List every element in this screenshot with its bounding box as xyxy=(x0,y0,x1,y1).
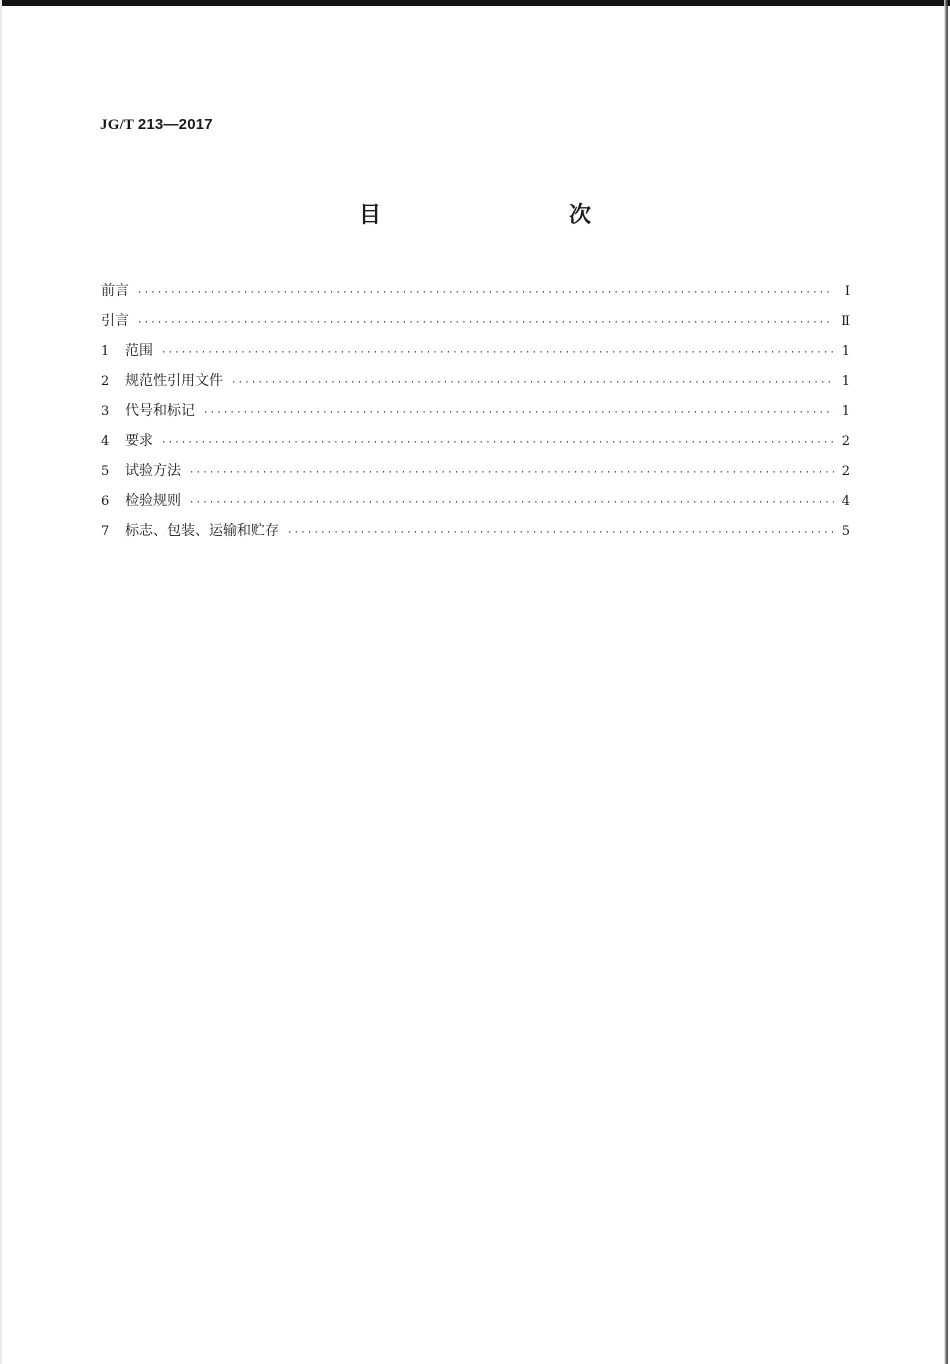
table-of-contents xyxy=(101,280,850,550)
toc-entry-number: 2 xyxy=(101,374,110,389)
dot-leader xyxy=(203,408,834,418)
standard-year: 213—2017 xyxy=(137,116,213,133)
toc-entry-number: 1 xyxy=(101,344,110,359)
toc-entry-foreword[interactable] xyxy=(101,280,850,310)
toc-entry-test-methods[interactable] xyxy=(101,460,850,490)
toc-entry-label: 引言 xyxy=(101,313,129,329)
toc-entry-number: 3 xyxy=(101,404,110,419)
toc-entry-scope[interactable] xyxy=(101,340,850,370)
dot-leader xyxy=(189,498,834,508)
standard-prefix: JG/T xyxy=(100,117,134,133)
toc-entry-inspection-rules[interactable] xyxy=(101,490,850,520)
dot-leader xyxy=(137,288,834,298)
toc-entry-normative-references[interactable] xyxy=(101,370,850,400)
dot-leader xyxy=(137,318,834,328)
toc-title: 目 次 xyxy=(358,203,639,228)
toc-entry-label: 代号和标记 xyxy=(125,403,195,419)
toc-entry-label: 规范性引用文件 xyxy=(125,373,223,389)
dot-leader xyxy=(161,348,834,358)
standard-number xyxy=(100,116,213,134)
toc-entry-page: 1 xyxy=(841,374,850,389)
dot-leader xyxy=(161,438,834,448)
toc-entry-page: Ⅱ xyxy=(841,314,850,329)
toc-entry-number: 4 xyxy=(101,434,110,449)
toc-entry-page: 2 xyxy=(841,464,850,479)
toc-entry-page: 1 xyxy=(841,344,850,359)
toc-entry-page: 5 xyxy=(841,524,850,539)
toc-entry-label: 试验方法 xyxy=(125,463,181,479)
toc-entry-page: 2 xyxy=(841,434,850,449)
toc-entry-label: 前言 xyxy=(101,283,129,299)
toc-entry-codes-and-marking[interactable] xyxy=(101,400,850,430)
toc-entry-label: 范围 xyxy=(125,343,153,359)
toc-entry-page: Ⅰ xyxy=(844,284,850,299)
dot-leader xyxy=(231,378,834,388)
dot-leader xyxy=(287,528,834,538)
dot-leader xyxy=(189,468,834,478)
toc-entry-number: 5 xyxy=(101,464,110,479)
scan-top-border xyxy=(0,0,950,6)
toc-entry-marking-packaging-transport-storage[interactable] xyxy=(101,520,850,550)
toc-entry-page: 4 xyxy=(841,494,850,509)
toc-entry-label: 检验规则 xyxy=(125,493,181,509)
toc-entry-number: 6 xyxy=(101,494,110,509)
toc-entry-page: 1 xyxy=(841,404,850,419)
toc-entry-introduction[interactable] xyxy=(101,310,850,340)
toc-entry-label: 标志、包装、运输和贮存 xyxy=(125,523,279,539)
toc-entry-number: 7 xyxy=(101,524,110,539)
toc-entry-requirements[interactable] xyxy=(101,430,850,460)
toc-entry-label: 要求 xyxy=(125,433,153,449)
